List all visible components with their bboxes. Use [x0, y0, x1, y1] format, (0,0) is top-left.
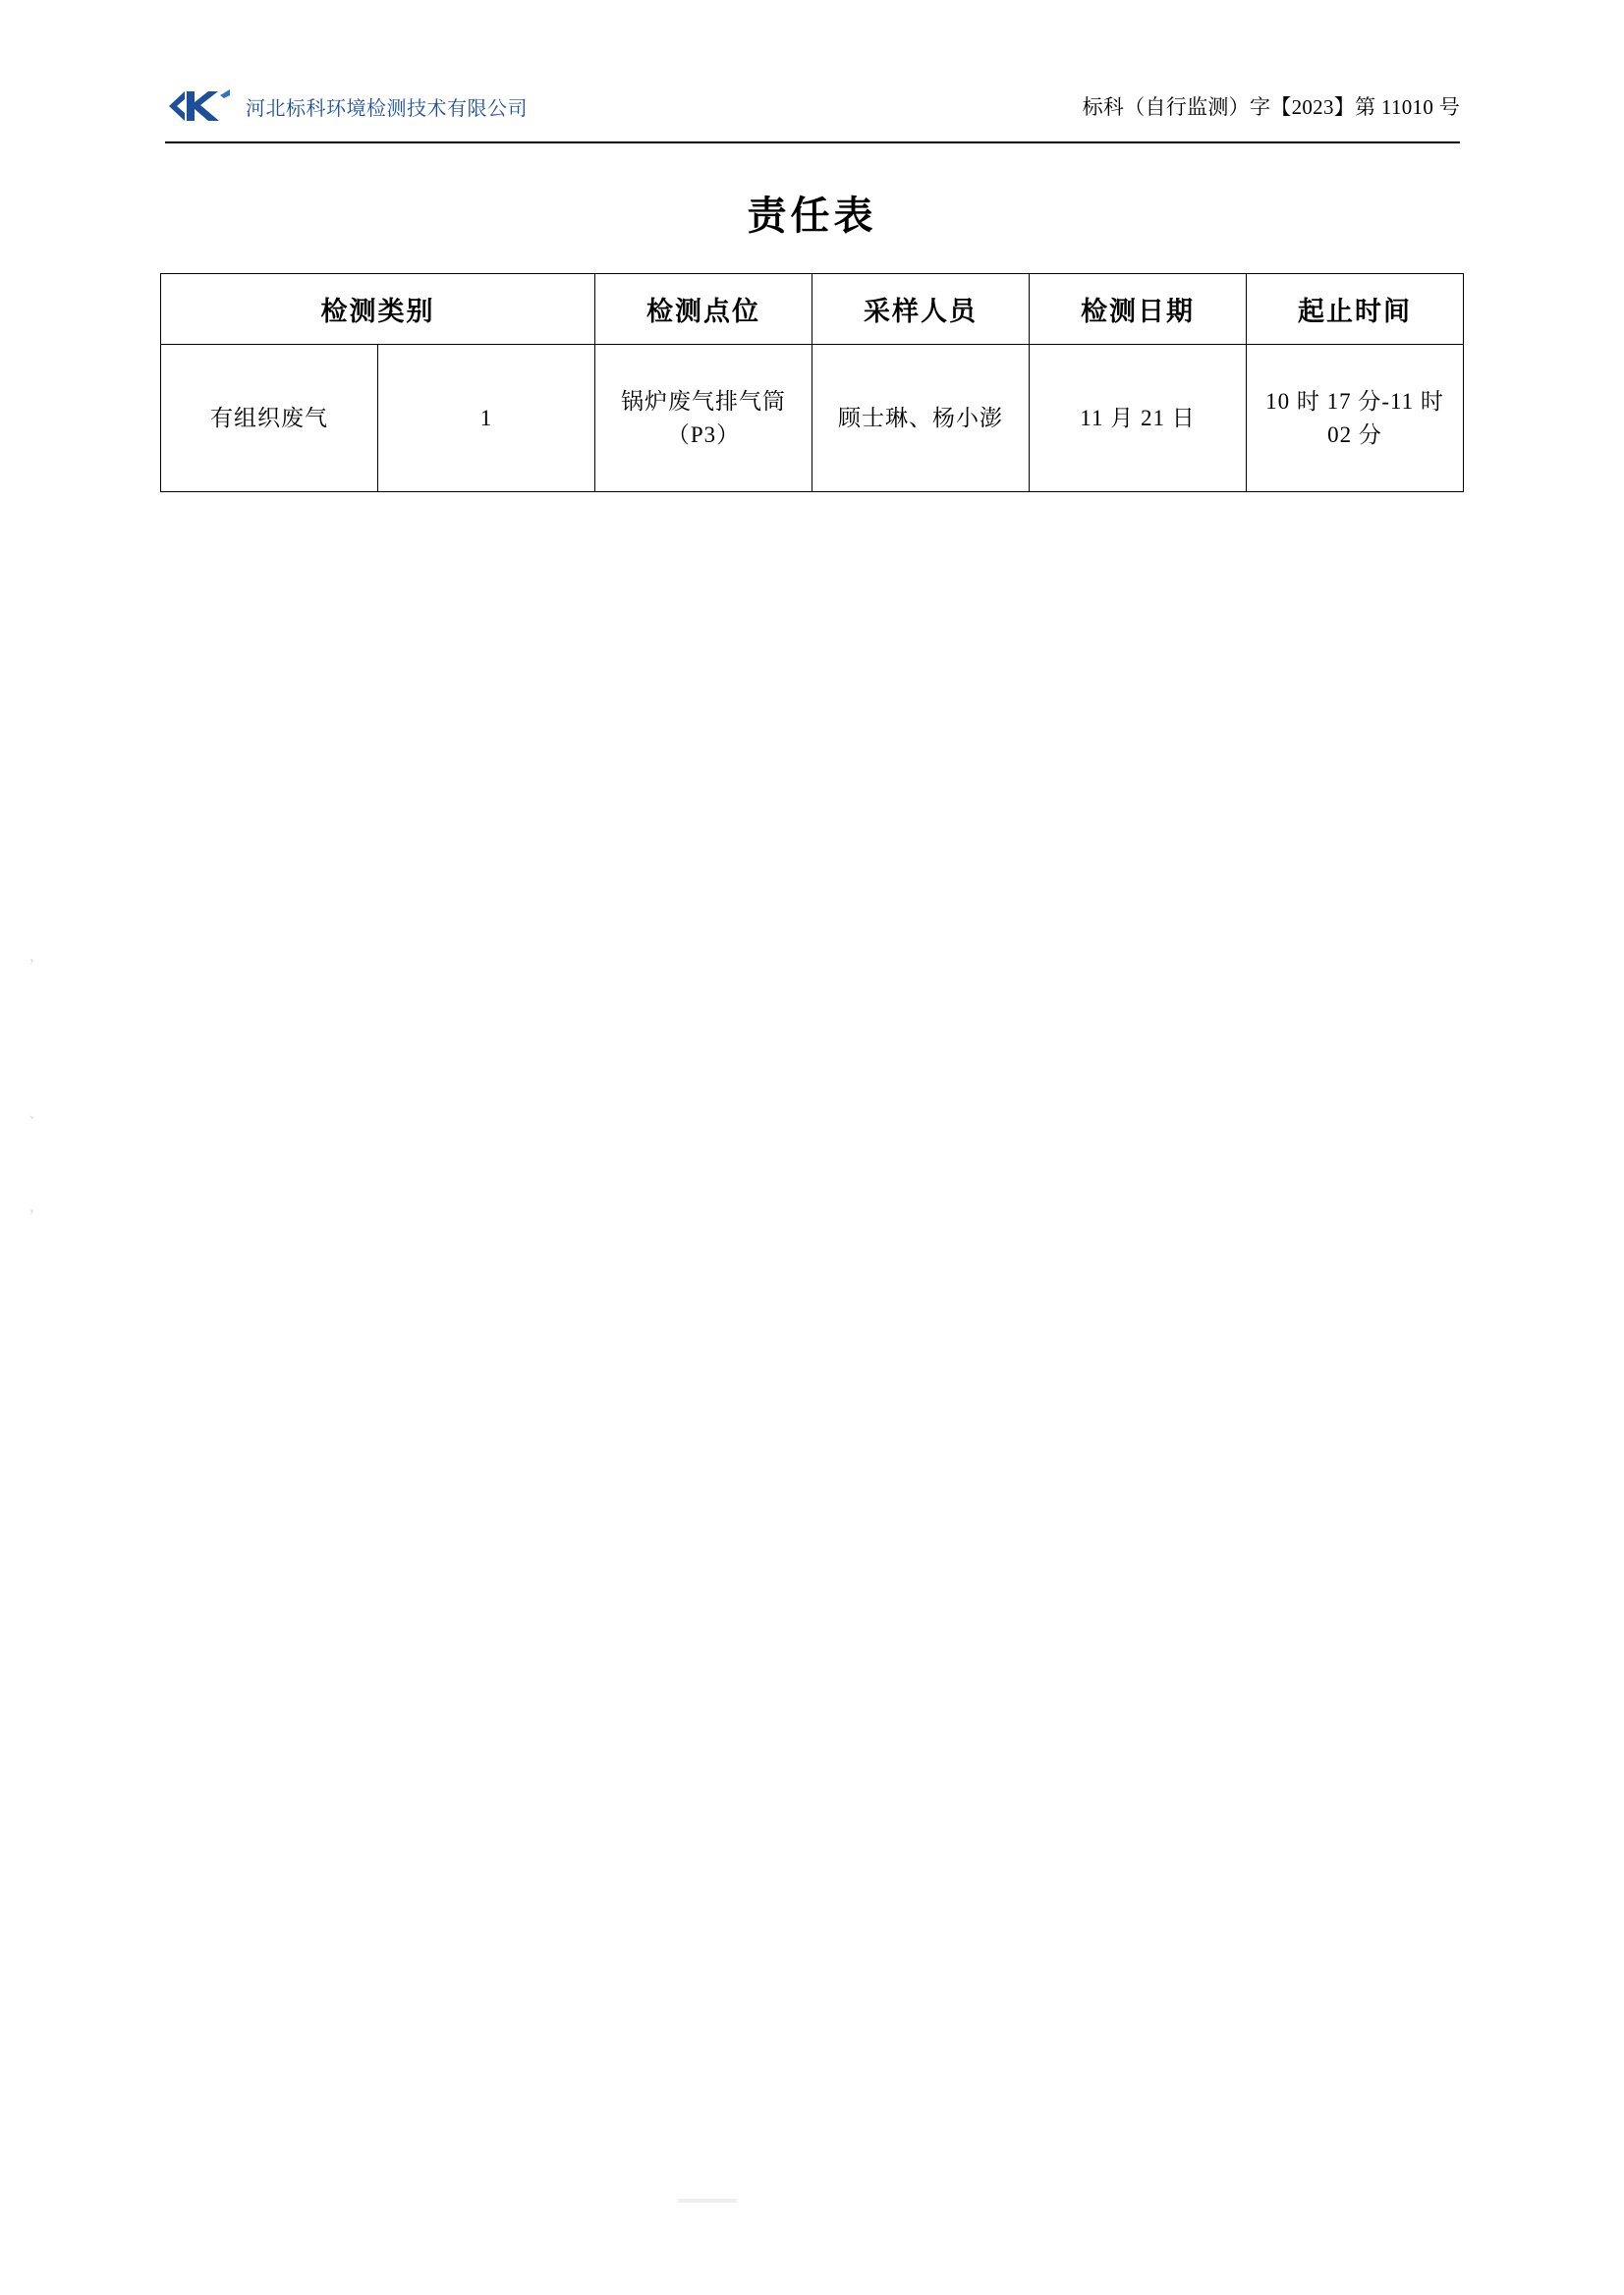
scan-artifact: ，	[18, 1208, 33, 1223]
table-header-row	[161, 274, 1464, 345]
header-divider	[165, 141, 1460, 143]
scan-artifact: ，	[18, 958, 33, 973]
column-header-staff: 采样人员	[812, 274, 1030, 345]
cell-staff: 顾士琳、杨小澎	[812, 345, 1030, 492]
page-header	[165, 77, 1460, 136]
cell-date: 11 月 21 日	[1030, 345, 1247, 492]
company-brand	[165, 85, 528, 127]
table-row	[161, 345, 1464, 492]
column-header-point: 检测点位	[595, 274, 812, 345]
cell-point: 锅炉废气排气筒（P3）	[595, 345, 812, 492]
responsibility-table-wrapper	[160, 273, 1464, 492]
company-name: 河北标科环境检测技术有限公司	[246, 97, 528, 120]
cell-category: 有组织废气	[161, 345, 378, 492]
document-code: 标科（自行监测）字【2023】第 11010 号	[1082, 95, 1460, 119]
column-header-category: 检测类别	[161, 274, 595, 345]
column-header-date: 检测日期	[1030, 274, 1247, 345]
page-title: 责任表	[747, 195, 877, 238]
scan-artifact: 、	[18, 1115, 33, 1130]
bk-logo-icon	[165, 85, 234, 127]
cell-point-number: 1	[378, 345, 595, 492]
scan-artifact-bottom	[678, 2199, 737, 2203]
cell-time: 10 时 17 分-11 时 02 分	[1247, 345, 1464, 492]
responsibility-table	[160, 273, 1464, 492]
column-header-time: 起止时间	[1247, 274, 1464, 345]
